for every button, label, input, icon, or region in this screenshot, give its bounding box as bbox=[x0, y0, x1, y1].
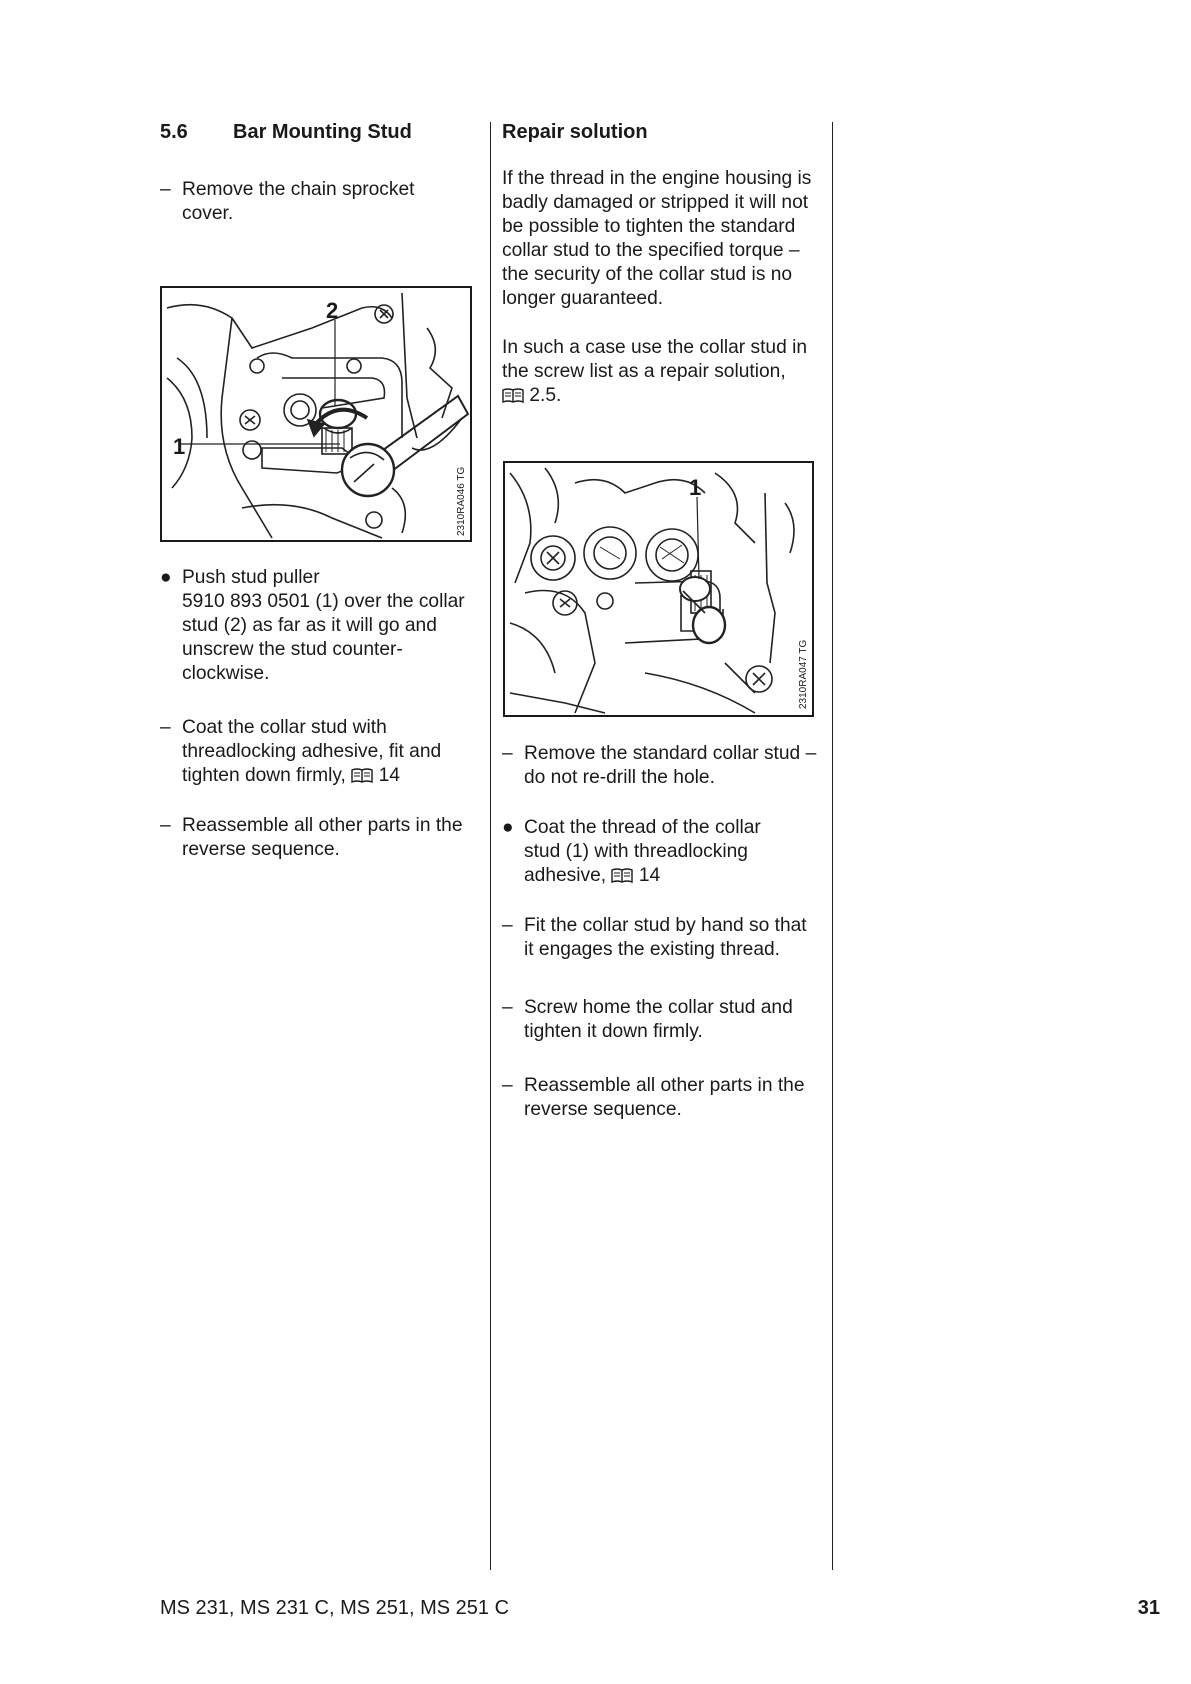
right-step-5 bbox=[502, 1074, 812, 1122]
dash-marker: – bbox=[502, 743, 513, 764]
left-step-4 bbox=[160, 814, 470, 862]
column-divider-2 bbox=[832, 122, 833, 1570]
dash-marker: – bbox=[160, 815, 171, 836]
left-step-3-ref: 14 bbox=[378, 765, 400, 786]
callout-1: 1 bbox=[173, 434, 186, 459]
right-step-3 bbox=[502, 914, 820, 962]
right-step-1-text: Remove the standard collar stud – do not re-drill the hole. bbox=[524, 743, 817, 788]
left-step-2-line1: Push stud puller bbox=[182, 567, 320, 588]
repair-paragraph-2 bbox=[502, 336, 812, 408]
bullet-marker: ● bbox=[160, 567, 172, 588]
left-step-2 bbox=[160, 566, 476, 686]
right-step-2-ref: 14 bbox=[638, 865, 661, 886]
repair-paragraph-2-text: In such a case use the collar stud in the screw list as a repair solution, bbox=[502, 337, 808, 382]
figure-code: 2310RA046 TG bbox=[456, 466, 467, 536]
dash-marker: – bbox=[502, 1075, 513, 1096]
column-divider-1 bbox=[490, 122, 491, 1570]
repair-paragraph-1: If the thread in the engine housing is badly damaged or stripped it will not be possible to tighten the standard collar stud to the specified torque – the security of the collar stud is no longer guaranteed. bbox=[502, 168, 812, 309]
bullet-marker: ● bbox=[502, 817, 514, 838]
book-icon bbox=[351, 767, 373, 784]
dash-marker: – bbox=[502, 915, 513, 936]
left-step-3 bbox=[160, 716, 460, 788]
callout-2: 2 bbox=[326, 298, 339, 323]
repair-paragraph-2-ref: 2.5. bbox=[529, 385, 562, 406]
stud-puller-illustration bbox=[162, 288, 470, 540]
right-step-3-text: Fit the collar stud by hand so that it engages the existing thread. bbox=[524, 915, 807, 960]
left-step-1 bbox=[160, 178, 460, 226]
left-step-4-text: Reassemble all other parts in the reverse sequence. bbox=[182, 815, 463, 860]
dash-marker: – bbox=[160, 179, 171, 200]
left-step-3-text: Coat the collar stud with threadlocking adhesive, fit and tighten down firmly, bbox=[182, 717, 442, 786]
left-step-2-line2: 5910 893 0501 (1) over the collar stud (2) as far as it will go and unscrew the stud counter-clockwise. bbox=[182, 591, 465, 684]
book-icon bbox=[502, 387, 524, 404]
page-number: 31 bbox=[1137, 1597, 1160, 1619]
book-icon bbox=[611, 867, 633, 884]
right-step-4-text: Screw home the collar stud and tighten it down firmly. bbox=[524, 997, 793, 1042]
collar-stud-illustration bbox=[505, 463, 812, 715]
left-step-1-text: Remove the chain sprocket cover. bbox=[182, 179, 415, 224]
right-step-2-text: Coat the thread of the collar stud (1) with threadlocking adhesive, bbox=[524, 817, 761, 886]
figure-collar-stud bbox=[503, 461, 814, 717]
repair-heading: Repair solution bbox=[502, 121, 648, 143]
figure-code: 2310RA047 TG bbox=[798, 639, 809, 709]
section-title: Bar Mounting Stud bbox=[233, 121, 412, 143]
right-step-2 bbox=[502, 816, 772, 888]
dash-marker: – bbox=[160, 717, 171, 738]
right-step-5-text: Reassemble all other parts in the reverse sequence. bbox=[524, 1075, 805, 1120]
section-number: 5.6 bbox=[160, 121, 188, 143]
footer-models: MS 231, MS 231 C, MS 251, MS 251 C bbox=[160, 1597, 510, 1619]
right-step-4 bbox=[502, 996, 812, 1044]
right-step-1 bbox=[502, 742, 820, 790]
dash-marker: – bbox=[502, 997, 513, 1018]
callout-1: 1 bbox=[689, 475, 702, 500]
figure-stud-puller bbox=[160, 286, 472, 542]
